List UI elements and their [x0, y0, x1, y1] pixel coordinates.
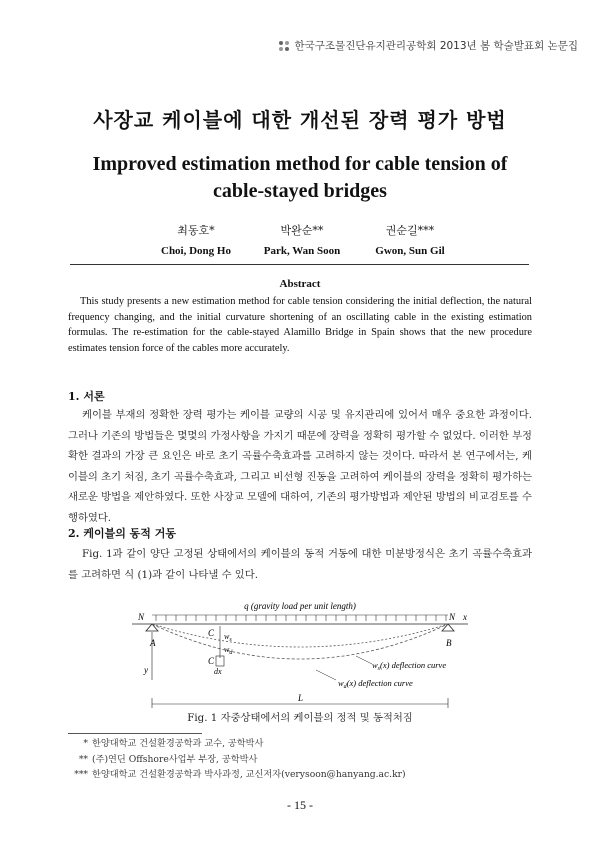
author-name-english: Gwon, Sun Gil	[375, 245, 445, 257]
author-name-korean: 최동호*	[177, 224, 215, 237]
curve-d-label: $w_d(x)$ deflection curve	[338, 678, 413, 690]
footnote-mark: *	[83, 738, 88, 749]
footnote-text: 한양대학교 건설환경공학과 박사과정, 교신저자(verysoon@hanyang.ac.kr)	[92, 769, 406, 780]
curve-s-label: $w_s(x)$ deflection curve	[372, 660, 447, 672]
support-b-label: B	[446, 638, 452, 648]
footnote-text: (주)연딘 Offshore사업부 부장, 공학박사	[92, 753, 258, 765]
paper-title-english-line1: Improved estimation method for cable tension of	[92, 153, 508, 175]
section-heading: 1. 서론	[68, 390, 105, 403]
abstract-heading: Abstract	[279, 278, 321, 290]
footnote	[68, 752, 406, 768]
footnote	[68, 767, 406, 783]
author-name-korean: 박완순**	[280, 224, 324, 237]
section-paragraph: Fig. 1과 같이 양단 고정된 상태에서의 케이블의 동적 거동에 대한 미분방정식은 초기 곡률수축효과를 고려하면 식 (1)과 같이 나타낼 수 있다.	[68, 548, 532, 581]
distributed-load-arrows	[152, 615, 448, 621]
running-header	[278, 38, 578, 53]
footnote-text: 한양대학교 건설환경공학과 교수, 공학박사	[92, 738, 264, 749]
curve-d-leader	[316, 670, 336, 680]
author-block	[330, 222, 490, 257]
static-deflection-curve	[152, 624, 448, 647]
society-logo-icon	[278, 40, 290, 52]
curve-s-leader	[356, 656, 372, 664]
paper-title-korean: 사장교 케이블에 대한 개선된 장력 평가 방법	[93, 108, 507, 132]
author-name-english: Park, Wan Soon	[263, 245, 341, 257]
abstract-body: This study presents a new estimation method for cable tension considering the initial deflection, the natural frequency changing, and the initial curvature shortening of an oscillating cable in the existing estimation formulas. The re-estimation for the cable-stayed Alamillo Bridge in Spain shows that the new procedure estimates tension force of the cables more accurately.	[68, 296, 532, 354]
figure-caption: Fig. 1 자중상태에서의 케이블의 정적 및 동적처짐	[187, 712, 413, 724]
dx-label: dx	[214, 667, 222, 676]
author-name-korean: 권순길***	[385, 224, 435, 237]
footnote	[68, 736, 406, 752]
support-a-label: A	[150, 638, 156, 648]
right-force-label: N	[449, 612, 456, 622]
load-label: q (gravity load per unit length)	[244, 601, 356, 611]
span-label: L	[298, 693, 304, 703]
header-text: 한국구조물진단유지관리공학회 2013년 봄 학술발표회 논문집	[294, 40, 578, 52]
paper-title-english-line2: cable-stayed bridges	[213, 180, 387, 202]
footnotes	[68, 736, 406, 783]
dynamic-deflection-curve	[152, 624, 448, 659]
footnote-mark: **	[78, 753, 88, 765]
footnote-divider	[68, 733, 202, 734]
section-paragraph: 케이블 부재의 정확한 장력 평가는 케이블 교량의 시공 및 유지관리에 있어서 매우 중요한 과정이다. 그러나 기존의 방법들은 몇몇의 가정사항을 가지기 때문에 장력을 정확히 평가할 수 없었다. 이러한 부정확한 결과의 가장 큰 요인은 바로 초기 곡률수축효과를 고려하지 않는 것이다. 따라서 본 연구에서는, 케이블의 초기 처짐, 초기 곡률수축효과, 그리고 비선형 진동을 고려하여 케이블의 장력을 정확히 평가하는 새로운 방법을 제안하였다. 또한 사장교 모델에 대하여, 기존의 평가방법과 제안된 방법의 비교검토를 수행하였다.	[68, 409, 532, 524]
point-c-top-label: C	[208, 628, 215, 638]
x-axis-label: x	[463, 612, 467, 622]
section-heading: 2. 케이블의 동적 거동	[68, 527, 176, 540]
wd-label: $w_d$	[224, 645, 233, 656]
author-name-english: Choi, Dong Ho	[161, 245, 231, 257]
ws-label: $w_s$	[224, 632, 232, 643]
left-force-label: N	[138, 612, 145, 622]
page-number: - 15 -	[287, 798, 313, 812]
title-divider	[70, 264, 529, 265]
point-c-bottom-label: C	[208, 656, 215, 666]
footnote-mark: ***	[74, 769, 88, 780]
cable-deflection-figure	[130, 600, 470, 710]
y-axis-label: y	[144, 665, 148, 675]
